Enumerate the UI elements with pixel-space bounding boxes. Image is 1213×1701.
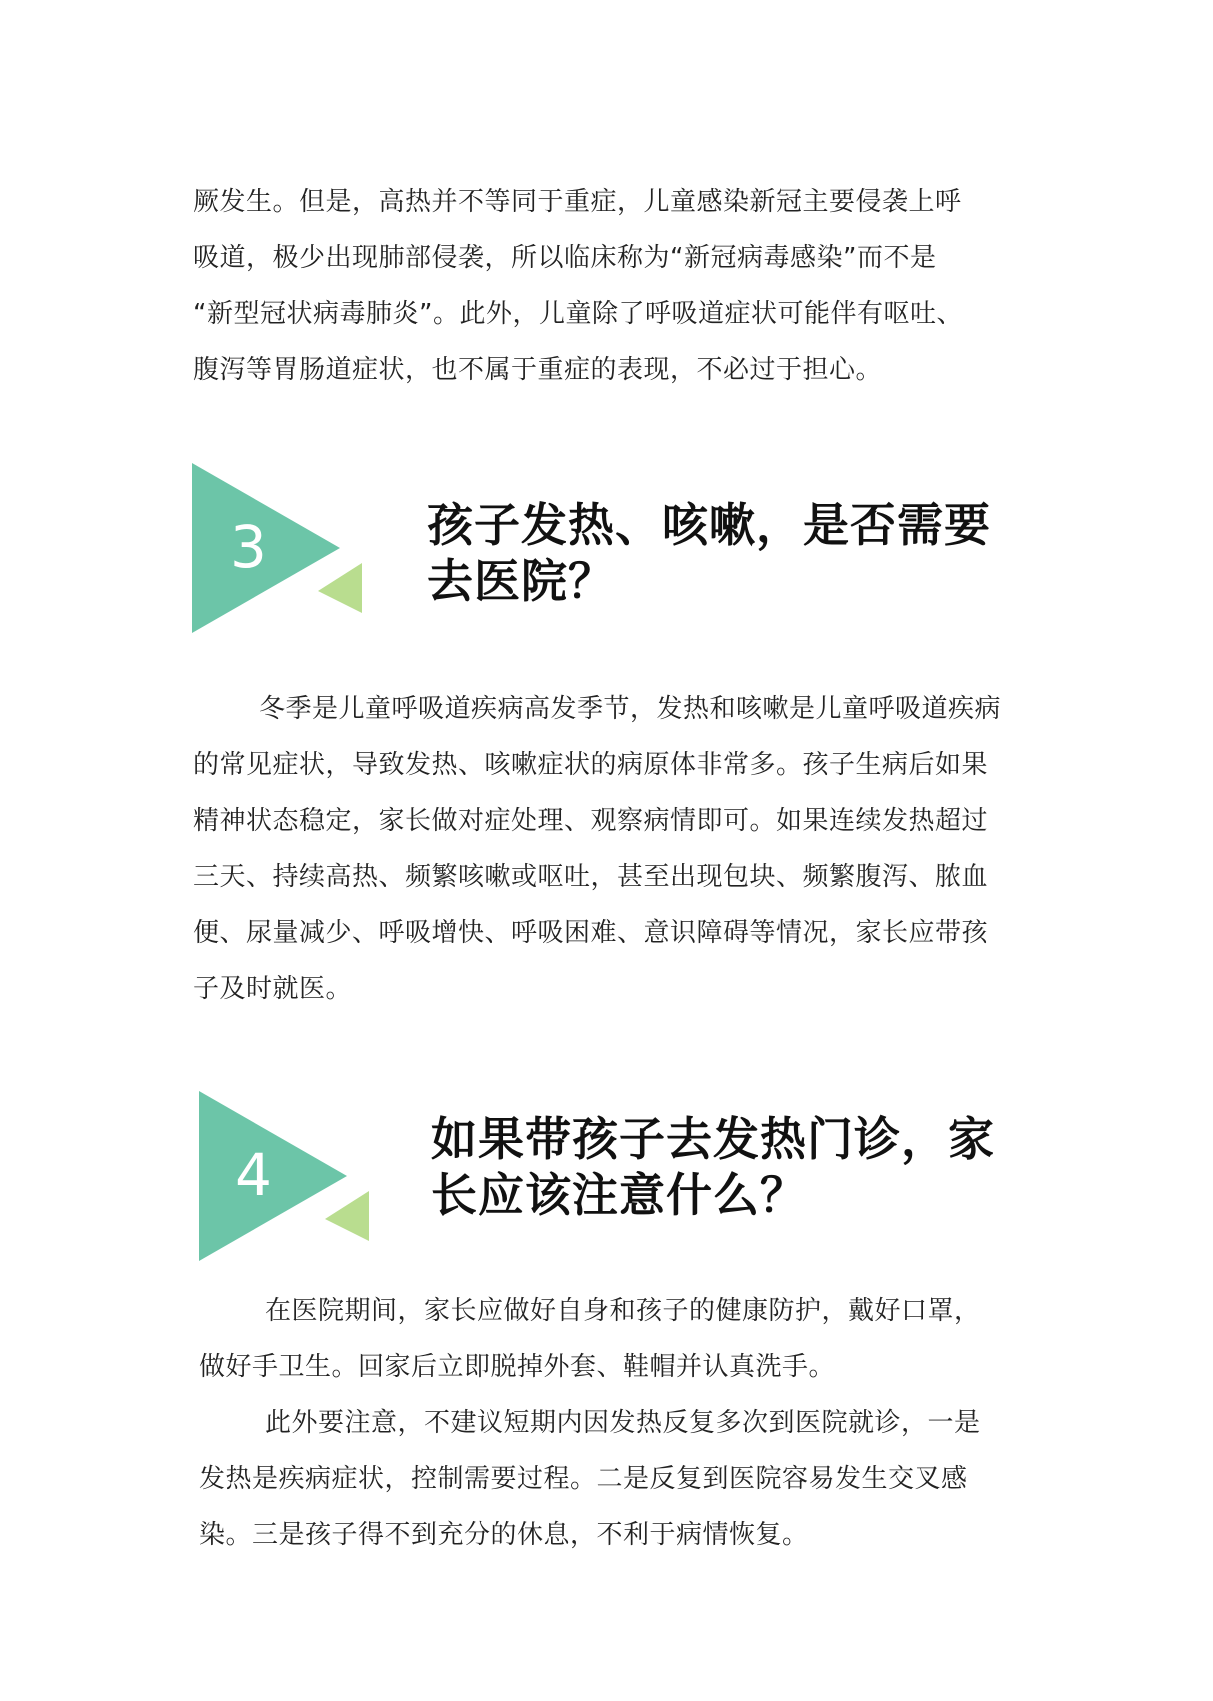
section-4-badge <box>199 1091 379 1266</box>
section-3-title-line: 去医院？ <box>427 554 615 608</box>
section-4-title <box>431 1111 995 1223</box>
paragraph-line: 的常见症状，导致发热、咳嗽症状的病原体非常多。孩子生病后如果 <box>193 750 989 780</box>
triangle-badge-icon <box>192 463 372 638</box>
intro-line: 厥发生。但是，高热并不等同于重症，儿童感染新冠主要侵袭上呼 <box>193 187 962 217</box>
section-3-paragraph <box>193 681 1001 1017</box>
intro-line: 吸道，极少出现肺部侵袭，所以临床称为“新冠病毒感染”而不是 <box>193 243 937 273</box>
section-4-header <box>199 1091 1059 1266</box>
paragraph-line: 便、尿量减少、呼吸增快、呼吸困难、意识障碍等情况，家长应带孩 <box>193 918 989 948</box>
paragraph-line: 精神状态稳定，家长做对症处理、观察病情即可。如果连续发热超过 <box>193 806 989 836</box>
section-4-paragraph-1 <box>199 1283 981 1395</box>
paragraph-line: 在医院期间，家长应做好自身和孩子的健康防护，戴好口罩， <box>265 1296 981 1326</box>
section-3-number: 3 <box>230 513 267 581</box>
paragraph-line: 三天、持续高热、频繁咳嗽或呕吐，甚至出现包块、频繁腹泻、脓血 <box>193 862 989 892</box>
paragraph-line: 子及时就医。 <box>193 974 353 1004</box>
paragraph-line: 发热是疾病症状，控制需要过程。二是反复到医院容易发生交叉感 <box>199 1464 968 1494</box>
section-4-paragraph-2 <box>199 1395 981 1563</box>
section-4-title-line: 如果带孩子去发热门诊，家 <box>431 1112 995 1166</box>
section-4-number: 4 <box>235 1141 272 1209</box>
section-3-title <box>427 497 991 609</box>
section-3-badge <box>192 463 372 638</box>
triangle-badge-icon <box>199 1091 379 1266</box>
section-3-title-line: 孩子发热、咳嗽，是否需要 <box>427 498 991 552</box>
paragraph-line: 做好手卫生。回家后立即脱掉外套、鞋帽并认真洗手。 <box>199 1352 836 1382</box>
intro-line: “新型冠状病毒肺炎”。此外，儿童除了呼吸道症状可能伴有呕吐、 <box>193 299 963 329</box>
section-4-title-line: 长应该注意什么？ <box>431 1168 807 1222</box>
paragraph-line: 染。三是孩子得不到充分的休息，不利于病情恢复。 <box>199 1520 809 1550</box>
section-3-header <box>192 463 1052 638</box>
intro-paragraph <box>193 174 963 398</box>
paragraph-line: 此外要注意，不建议短期内因发热反复多次到医院就诊，一是 <box>265 1408 981 1438</box>
intro-line: 腹泻等胃肠道症状，也不属于重症的表现，不必过于担心。 <box>193 355 883 385</box>
paragraph-line: 冬季是儿童呼吸道疾病高发季节，发热和咳嗽是儿童呼吸道疾病 <box>259 694 1002 724</box>
